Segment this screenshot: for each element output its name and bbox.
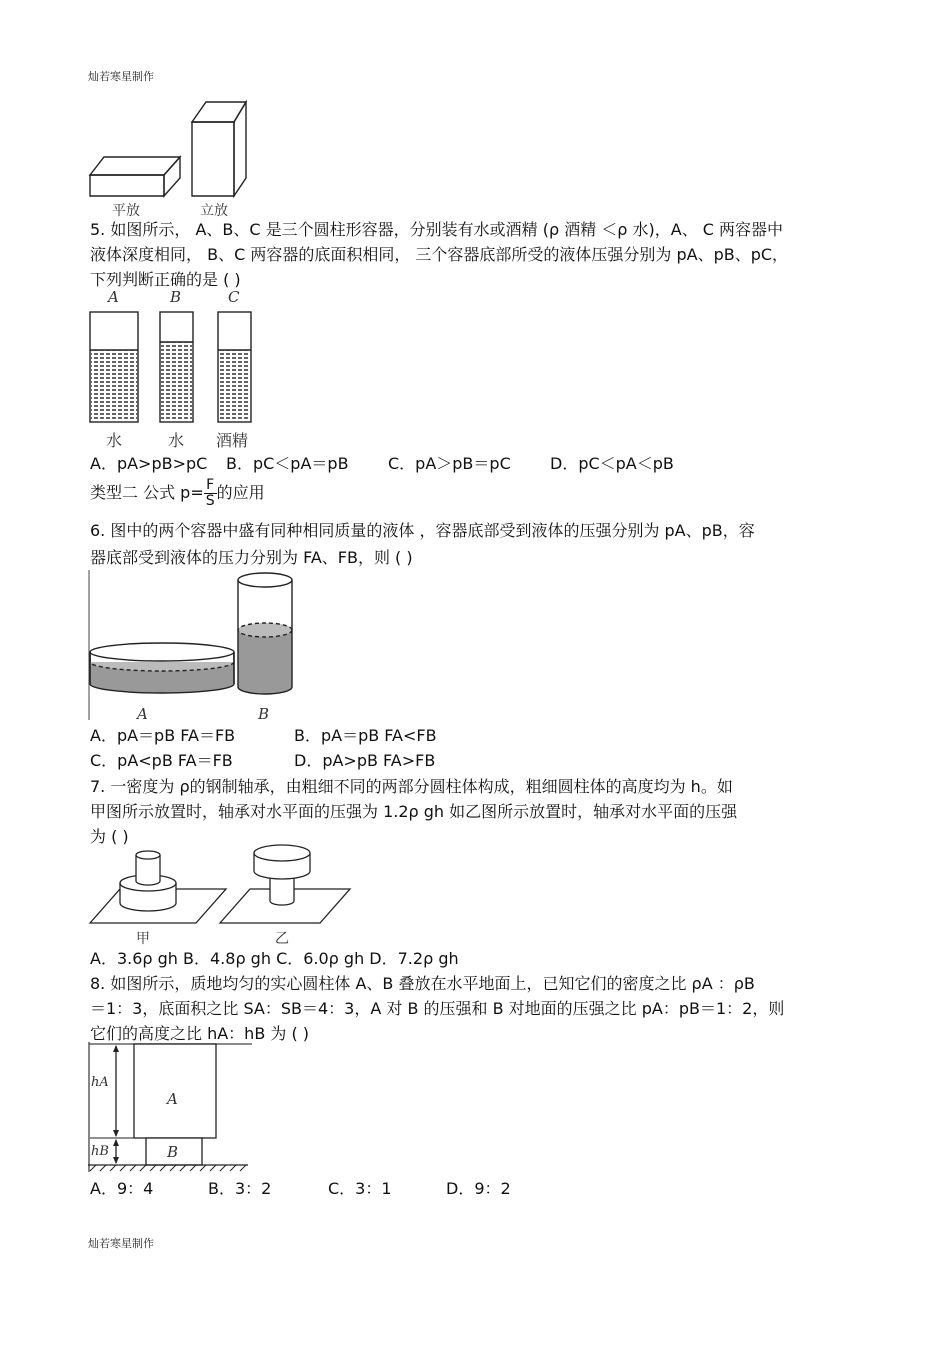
- q5-liquid-a: 水: [106, 431, 123, 450]
- fraction-denominator: S: [205, 493, 215, 509]
- fraction-numerator: F: [204, 478, 217, 494]
- q5-line3: 下列判断正确的是 ( ): [90, 270, 241, 289]
- q8-line2: ＝1：3，底面积之比 SA：SB＝4：3，A 对 B 的压强和 B 对地面的压强之比 pA：pB＝1：2，则: [90, 999, 785, 1018]
- q8-label-hb: hB: [91, 1144, 109, 1159]
- q6-option-c: C．pA<pB FA＝FB: [90, 751, 233, 770]
- q5-label-c: C: [228, 288, 240, 306]
- q8-line1: 8. 如图所示，质地均匀的实心圆柱体 A、B 叠放在水平地面上，已知它们的密度之比 ρA ：ρB: [90, 974, 755, 993]
- q5-liquid-b: 水: [168, 431, 185, 450]
- q5-option-a: A．pA>pB>pC: [90, 454, 208, 473]
- q7-line1: 7. 一密度为 ρ的钢制轴承，由粗细不同的两部分圆柱体构成，粗细圆柱体的高度均为 h。如: [90, 777, 733, 796]
- q8-label-a: A: [167, 1090, 178, 1108]
- q5-option-b: B．pC＜pA＝pB: [226, 454, 349, 473]
- q8-line3: 它们的高度之比 hA：hB 为 ( ): [90, 1024, 310, 1043]
- q7-line3: 为 ( ): [90, 827, 129, 846]
- q8-label-ha: hA: [91, 1075, 109, 1090]
- q7-bearing-figure: [88, 845, 358, 935]
- q7-label-jia: 甲: [136, 931, 150, 947]
- q7-line2: 甲图所示放置时，轴承对水平面的压强为 1.2ρ gh 如乙图所示放置时，轴承对水平面的压强: [90, 802, 738, 821]
- q5-label-a: A: [108, 288, 119, 306]
- type2-suffix: 的应用: [216, 483, 265, 502]
- q5-option-d: D．pC＜pA＜pB: [550, 454, 674, 473]
- q7-label-yi: 乙: [275, 931, 289, 947]
- q8-option-a: A．9：4: [90, 1179, 154, 1198]
- q6-option-b: B．pA＝pB FA<FB: [294, 726, 437, 745]
- q8-option-d: D．9：2: [446, 1179, 511, 1198]
- page-footer: 灿若寒星制作: [88, 1237, 154, 1250]
- q6-line2: 器底部受到液体的压力分别为 FA、FB，则 ( ): [90, 548, 413, 567]
- q5-line2: 液体深度相同， B、C 两容器的底面积相同， 三个容器底部所受的液体压强分别为 pA、pB、pC，: [90, 245, 789, 264]
- q8-label-b: B: [167, 1143, 179, 1161]
- q5-containers-figure: [88, 308, 258, 426]
- q5-line1: 5. 如图所示， A、B、C 是三个圆柱形容器，分别装有水或酒精 (ρ 酒精 ＜ρ 水)，A、 C 两容器中: [90, 220, 784, 239]
- q6-line1: 6. 图中的两个容器中盛有同种相同质量的液体 ，容器底部受到液体的压强分别为 pA、pB，容: [90, 521, 755, 540]
- q6-label-a: A: [137, 705, 148, 723]
- page-header: 灿若寒星制作: [88, 70, 154, 83]
- flat-label: 平放: [112, 203, 140, 219]
- q6-containers-figure: [88, 570, 298, 720]
- q6-option-d: D．pA>pB FA>FB: [294, 751, 436, 770]
- q7-options: A．3.6ρ gh B．4.8ρ gh C．6.0ρ gh D．7.2ρ gh: [90, 949, 459, 968]
- q8-option-b: B．3：2: [208, 1179, 272, 1198]
- q6-option-a: A．pA＝pB FA＝FB: [90, 726, 236, 745]
- type2-prefix: 类型二 公式 p=: [90, 483, 204, 502]
- q6-label-b: B: [258, 705, 270, 723]
- q5-liquid-c: 酒精: [216, 431, 249, 450]
- q5-option-c: C．pA＞pB＝pC: [388, 454, 511, 473]
- type2-heading: [90, 478, 265, 509]
- q8-option-c: C．3：1: [328, 1179, 392, 1198]
- q5-label-b: B: [170, 288, 182, 306]
- formula-fraction: [204, 478, 217, 509]
- upright-label: 立放: [200, 203, 228, 219]
